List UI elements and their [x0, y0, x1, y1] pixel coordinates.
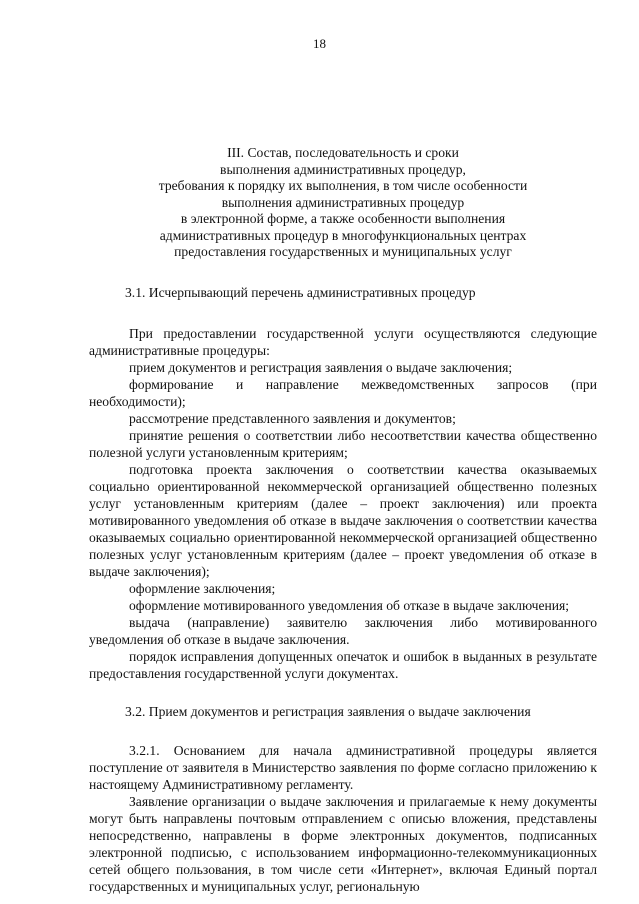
document-body [89, 145, 597, 895]
paragraph-3-2-1: 3.2.1. Основанием для начала административной процедуры является поступление от заявителя в Министерство заявления по форме согласно приложению к настоящему Административному регламенту. [89, 742, 597, 792]
paragraph-application-submission: Заявление организации о выдаче заключения и прилагаемые к нему документы могут быть направлены почтовым отправлением с описью вложения, представлены непосредственно, направлены в форме электронных документов, подписанных электронной подписью, с использованием информационно-телекоммуникационных сетей общего пользования, в том числе сети «Интернет», включая Единый портал государственных и муниципальных услуг, региональную [89, 793, 597, 894]
procedure-item: прием документов и регистрация заявления о выдаче заключения; [129, 359, 513, 375]
procedure-item: оформление мотивированного уведомления об отказе в выдаче заключения; [129, 597, 570, 613]
section-heading-line: административных процедур в многофункциональных центрах [159, 227, 527, 243]
procedure-item: оформление заключения; [129, 580, 276, 596]
procedure-item: порядок исправления допущенных опечаток и ошибок в выданных в результате предоставления государственной услуги документах. [89, 648, 597, 681]
page-number: 18 [313, 36, 326, 51]
procedure-item: выдача (направление) заявителю заключения либо мотивированного уведомления об отказе в выдаче заключения. [89, 614, 597, 647]
section-heading-line: предоставления государственных и муниципальных услуг [174, 244, 512, 259]
section-heading-line: в электронной форме, а также особенности выполнения [180, 211, 506, 226]
procedure-item: рассмотрение представленного заявления и документов; [129, 410, 456, 426]
section-heading-line: выполнения административных процедур, [220, 161, 466, 177]
subsection-3-1-title: 3.1. Исчерпывающий перечень административных процедур [125, 284, 476, 300]
section-heading-line: требования к порядку их выполнения, в том числе особенности [158, 178, 528, 193]
section-heading-line: выполнения административных процедур [221, 194, 465, 210]
section-heading [89, 145, 597, 261]
procedure-item: подготовка проекта заключения о соответствии качества оказываемых социально ориентированной некоммерческой организацией общественно полезных услуг установленным критериям (далее – проект заключения) или проекта мотивированного уведомления об отказе в выдаче заключения о соответствии качества оказываемых социально ориентированной некоммерческой организацией общественно полезных услуг установленным критериям (далее – проект уведомления об отказе в выдаче заключения); [89, 461, 597, 579]
procedure-item: принятие решения о соответствии либо несоответствии качества общественно полезной услуги установленным критериям; [89, 427, 597, 460]
subsection-3-2-title: 3.2. Прием документов и регистрация заявления о выдаче заключения [125, 703, 531, 719]
paragraph-intro: При предоставлении государственной услуги осуществляются следующие административные процедуры: [89, 325, 597, 358]
section-heading-line: III. Состав, последовательность и сроки [227, 145, 459, 160]
procedure-item: формирование и направление межведомственных запросов (при необходимости); [89, 376, 597, 409]
